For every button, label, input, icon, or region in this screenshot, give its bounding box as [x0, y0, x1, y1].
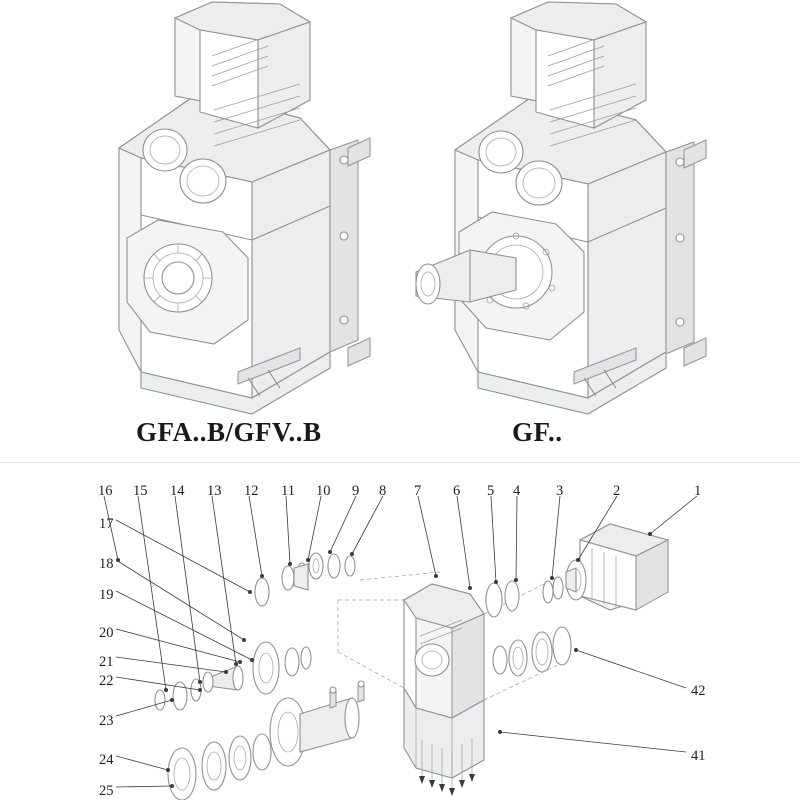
callout-number-21: 21: [99, 654, 114, 670]
callout-number-22: 22: [99, 673, 114, 689]
callout-number-7: 7: [414, 483, 422, 499]
callout-number-15: 15: [133, 483, 148, 499]
section-divider: [0, 462, 800, 463]
callout-number-25: 25: [99, 783, 114, 799]
gearbox-housing-left: [119, 2, 370, 414]
caption-left: GFA..B/GFV..B: [136, 417, 322, 447]
callout-number-24: 24: [99, 752, 114, 768]
callout-number-13: 13: [207, 483, 222, 499]
callout-number-4: 4: [513, 483, 521, 499]
callout-number-10: 10: [316, 483, 331, 499]
callout-number-16: 16: [98, 483, 113, 499]
callout-number-12: 12: [244, 483, 259, 499]
callout-number-6: 6: [453, 483, 461, 499]
callout-number-3: 3: [556, 483, 564, 499]
callout-number-5: 5: [487, 483, 495, 499]
caption-right: GF..: [512, 417, 563, 447]
callout-number-14: 14: [170, 483, 185, 499]
callout-number-19: 19: [99, 587, 114, 603]
callout-number-23: 23: [99, 713, 114, 729]
callout-number-18: 18: [99, 556, 114, 572]
callout-number-20: 20: [99, 625, 114, 641]
callout-number-42: 42: [691, 683, 706, 699]
callout-number-1: 1: [694, 483, 702, 499]
callout-number-17: 17: [99, 516, 114, 532]
callout-number-9: 9: [352, 483, 360, 499]
callout-number-41: 41: [691, 748, 706, 764]
callout-number-8: 8: [379, 483, 387, 499]
exploded-parts-drawing: [104, 496, 697, 800]
callout-number-11: 11: [281, 483, 295, 499]
callout-number-2: 2: [613, 483, 621, 499]
gearbox-housing-right: [416, 2, 706, 414]
